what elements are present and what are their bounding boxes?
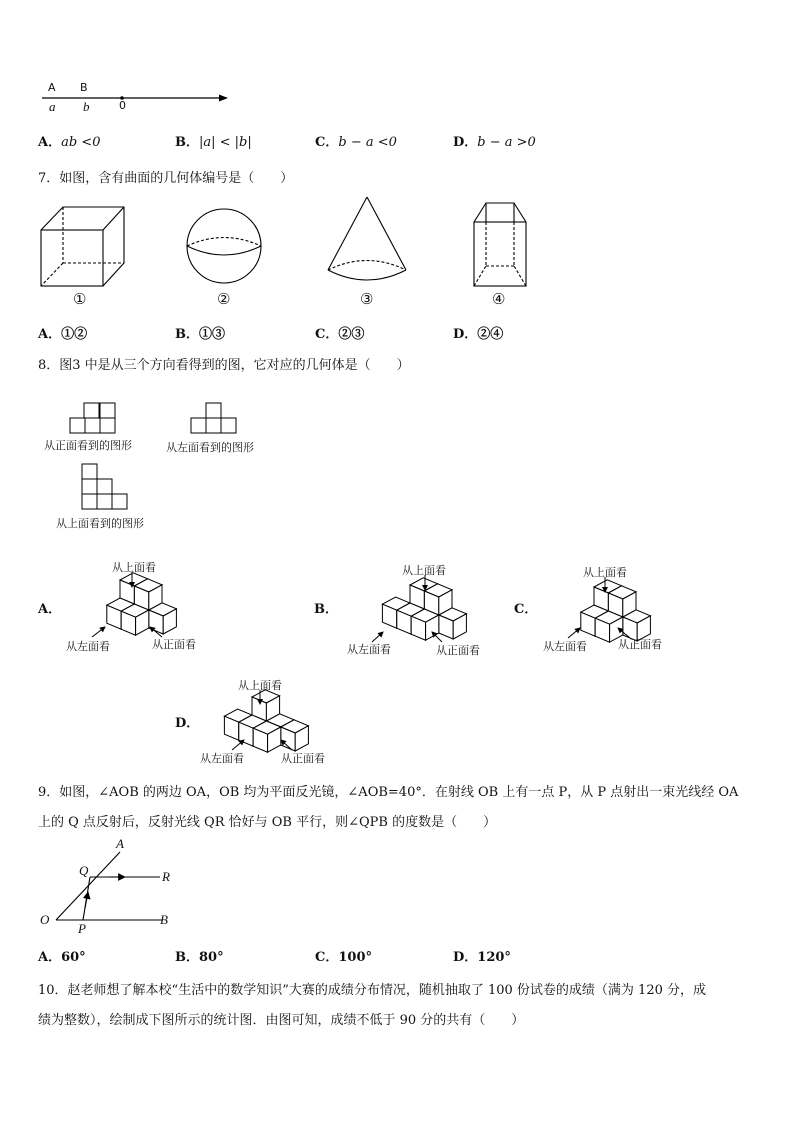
option-a-look-front: 从正面看 xyxy=(152,638,196,651)
point-A: A xyxy=(116,836,124,851)
q9-option-a[interactable]: A．60° xyxy=(38,950,86,965)
q9-option-b[interactable]: B．80° xyxy=(175,950,224,965)
q9-stem-line2: 上的 Q 点反射后，反射光线 QR 恰好与 OB 平行，则∠QPB 的度数是（ ） xyxy=(38,815,497,830)
q7-option-d[interactable]: D．②④ xyxy=(453,327,504,342)
q6-option-c[interactable]: C．b − a <0 xyxy=(315,135,397,150)
option-b-look-left: 从左面看 xyxy=(347,643,391,656)
shape-label-4: ④ xyxy=(492,290,506,308)
option-a-look-top: 从上面看 xyxy=(112,561,156,574)
option-b-look-front: 从正面看 xyxy=(436,644,480,657)
shape-label-1: ① xyxy=(73,290,87,308)
point-O: O xyxy=(40,912,50,927)
front-view-caption: 从正面看到的图形 xyxy=(44,439,132,452)
q8-option-d[interactable]: D． xyxy=(175,716,200,731)
option-d-look-top: 从上面看 xyxy=(238,679,282,692)
point-Q: Q xyxy=(79,863,89,878)
point-P: P xyxy=(78,921,86,936)
q9-option-c[interactable]: C．100° xyxy=(315,950,372,965)
q9-stem-line1: 9．如图，∠AOB 的两边 OA，OB 均为平面反光镜，∠AOB=40°．在射线 OB 上有一点 P，从 P 点射出一束光线经 OA xyxy=(38,785,739,800)
q8-option-b[interactable]: B． xyxy=(314,602,338,617)
var-a-label: a xyxy=(49,99,56,114)
point-R: R xyxy=(162,869,170,884)
shape-label-2: ② xyxy=(217,290,231,308)
left-view-caption: 从左面看到的图形 xyxy=(166,441,254,454)
option-c-look-front: 从正面看 xyxy=(618,638,662,651)
point-B: B xyxy=(160,912,168,927)
q7-option-a[interactable]: A．①② xyxy=(38,327,88,342)
var-b-label: b xyxy=(83,99,90,114)
option-d-look-front: 从正面看 xyxy=(281,752,325,765)
option-b-look-top: 从上面看 xyxy=(402,564,446,577)
q6-option-d[interactable]: D．b − a >0 xyxy=(453,135,536,150)
q6-option-b[interactable]: B．|a| < |b| xyxy=(175,135,252,150)
q7-option-c[interactable]: C．②③ xyxy=(315,327,365,342)
option-c-look-left: 从左面看 xyxy=(543,640,587,653)
q8-stem: 8．图3 中是从三个方向看得到的图，它对应的几何体是（ ） xyxy=(38,358,410,373)
top-view-caption: 从上面看到的图形 xyxy=(56,517,144,530)
point-A-label: A xyxy=(48,81,56,94)
option-c-look-top: 从上面看 xyxy=(583,566,627,579)
q6-option-a[interactable]: A．ab <0 xyxy=(38,135,101,150)
shape-label-3: ③ xyxy=(360,290,374,308)
q9-option-d[interactable]: D．120° xyxy=(453,950,511,965)
q7-option-b[interactable]: B．①③ xyxy=(175,327,226,342)
q8-option-a[interactable]: A． xyxy=(38,602,62,617)
option-a-look-left: 从左面看 xyxy=(66,640,110,653)
q8-option-c[interactable]: C． xyxy=(514,602,538,617)
point-B-label: B xyxy=(80,81,88,94)
option-d-look-left: 从左面看 xyxy=(200,752,244,765)
zero-label: 0 xyxy=(119,99,126,112)
q7-stem: 7．如图，含有曲面的几何体编号是（ ） xyxy=(38,171,294,186)
q10-stem-line2: 绩为整数），绘制成下图所示的统计图．由图可知，成绩不低于 90 分的共有（ ） xyxy=(38,1013,525,1028)
q10-stem-line1: 10．赵老师想了解本校“生活中的数学知识”大赛的成绩分布情况，随机抽取了 100 份试卷的成绩（满为 120 分，成 xyxy=(38,983,706,998)
